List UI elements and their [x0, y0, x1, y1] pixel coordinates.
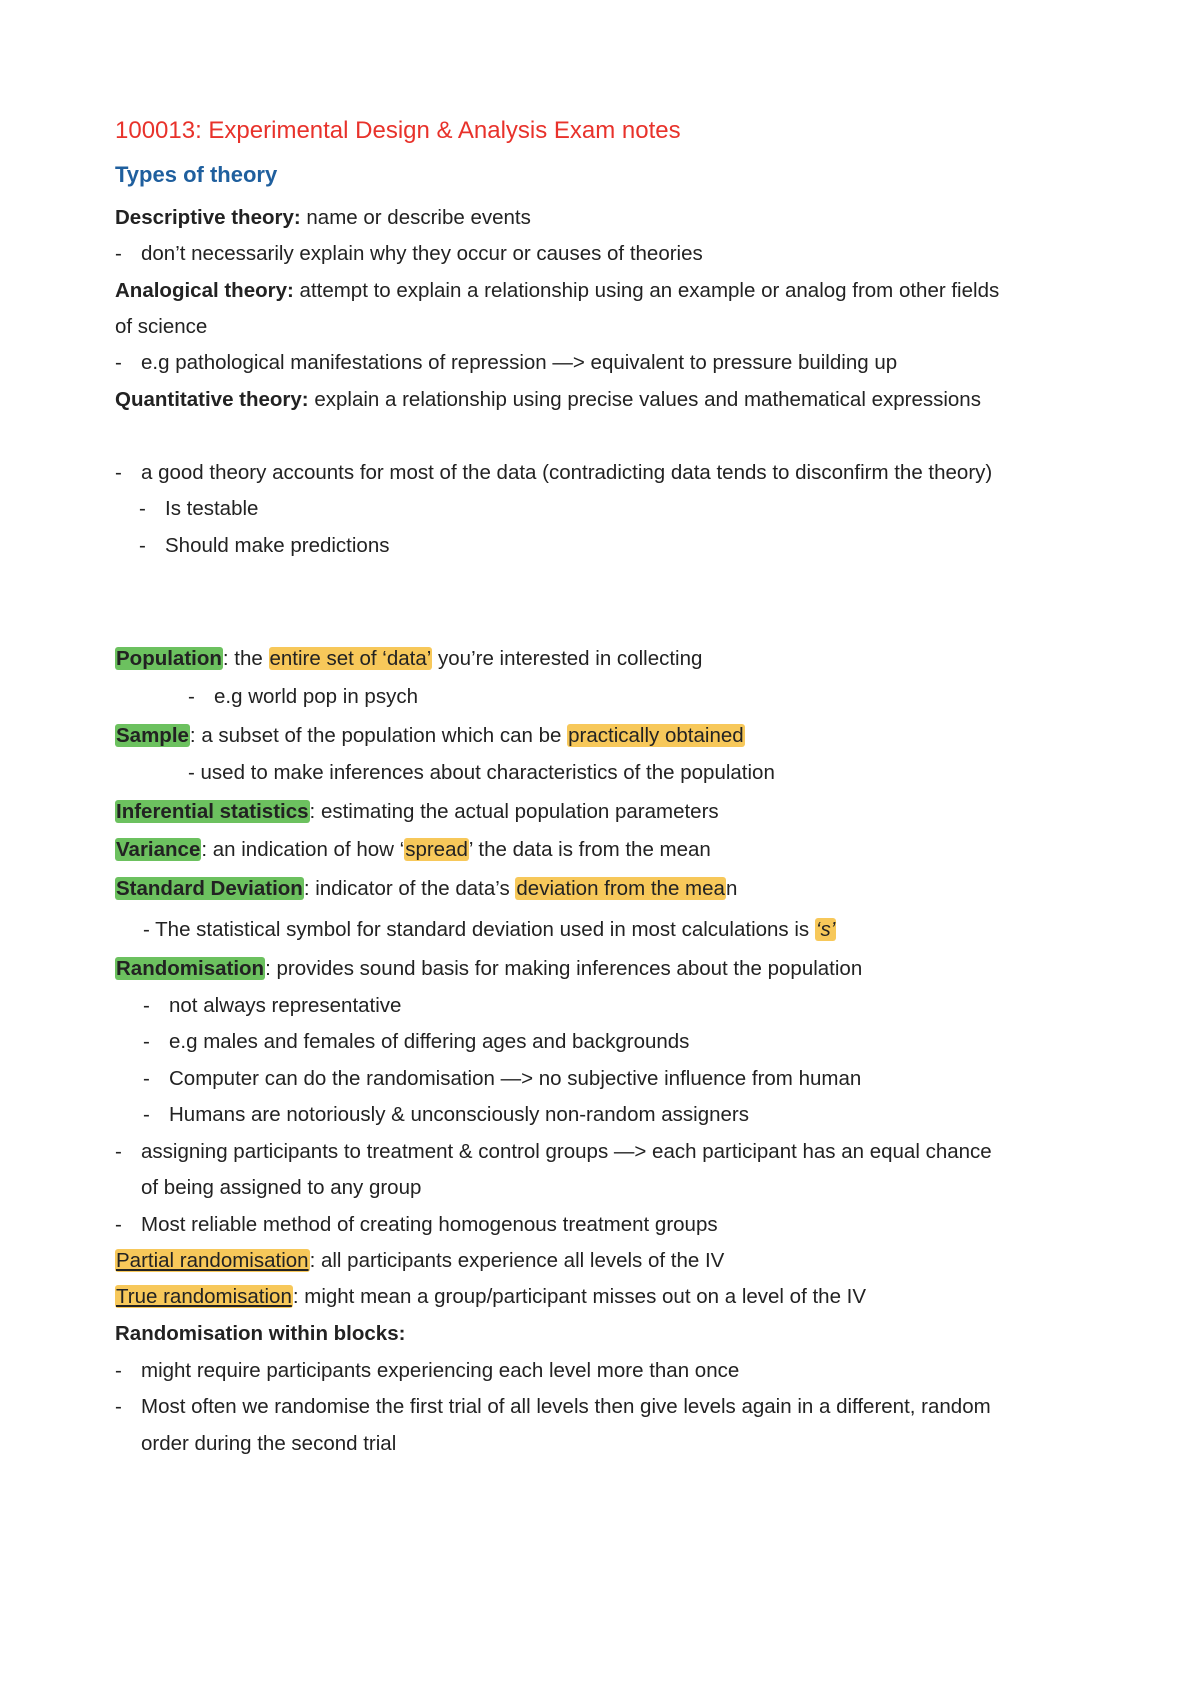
term-highlight: Population: [116, 647, 222, 670]
term: Descriptive theory:: [115, 206, 301, 229]
section-heading: Types of theory: [115, 162, 278, 187]
bullet: -: [115, 242, 122, 265]
text: : the: [222, 647, 269, 670]
text: : indicator of the data’s: [303, 877, 516, 900]
term-highlight: Partial randomisation: [116, 1249, 309, 1272]
text: ’ the data is from the mean: [468, 838, 711, 861]
list-item-text: not always representative: [169, 994, 402, 1017]
text-highlight: practically obtained: [568, 724, 744, 747]
bullet: -: [115, 351, 122, 374]
list-item-text: Computer can do the randomisation —> no subjective influence from human: [169, 1067, 862, 1090]
bullet: -: [143, 1030, 150, 1053]
sub-list-item: [188, 684, 418, 710]
list-item-text: e.g pathological manifestations of repression —> equivalent to pressure building up: [141, 351, 898, 374]
variance-definition: [115, 837, 711, 863]
text: you’re interested in collecting: [432, 647, 703, 670]
bullet: -: [115, 461, 122, 484]
bullet: -: [143, 1103, 150, 1126]
text-highlight: spread: [405, 838, 468, 861]
list-item-text: Most reliable method of creating homogenous treatment groups: [141, 1213, 718, 1236]
definition: attempt to explain a relationship using an example or analog from other fields: [293, 279, 1000, 302]
bullet: -: [188, 685, 195, 708]
text: n: [725, 877, 738, 900]
list-item-text: don’t necessarily explain why they occur or causes of theories: [141, 242, 703, 265]
text-highlight: deviation from the mea: [516, 877, 725, 900]
sub-list-item: [139, 496, 258, 522]
list-item: [115, 1394, 991, 1420]
list-item-text: might require participants experiencing each level more than once: [141, 1359, 740, 1382]
sub-list-item: [143, 993, 401, 1019]
term-highlight: True randomisation: [116, 1285, 292, 1308]
descriptive-theory: [115, 205, 531, 231]
list-item-text: Most often we randomise the first trial of all levels then give levels again in a different, random: [141, 1395, 991, 1418]
stddev-note: [143, 917, 836, 943]
text: - The statistical symbol for standard deviation used in most calculations is: [143, 918, 815, 941]
bullet: -: [115, 1359, 122, 1382]
term-highlight: Inferential statistics: [116, 800, 309, 823]
list-item-text: Humans are notoriously & unconsciously non-random assigners: [169, 1103, 749, 1126]
partial-randomisation: [115, 1248, 724, 1274]
text: : all participants experience all levels of the IV: [309, 1249, 725, 1272]
definition: name or describe events: [300, 206, 531, 229]
analogical-theory-cont: of science: [115, 315, 208, 338]
list-item-text: a good theory accounts for most of the data (contradicting data tends to disconfirm the theory): [141, 461, 993, 484]
bullet: -: [115, 1213, 122, 1236]
true-randomisation: [115, 1284, 866, 1310]
text: : an indication of how ‘: [201, 838, 405, 861]
text: : might mean a group/participant misses out on a level of the IV: [292, 1285, 867, 1308]
list-item: [115, 1139, 992, 1165]
bullet: -: [143, 994, 150, 1017]
text: : estimating the actual population parameters: [309, 800, 719, 823]
stddev-definition: [115, 876, 737, 902]
list-item-cont: order during the second trial: [141, 1432, 397, 1455]
analogical-theory: [115, 278, 999, 304]
term: Quantitative theory:: [115, 388, 309, 411]
bullet: -: [115, 1140, 122, 1163]
text: : provides sound basis for making inferences about the population: [265, 957, 863, 980]
bullet: -: [139, 534, 146, 557]
inferential-definition: [115, 799, 719, 825]
page-title: 100013: Experimental Design & Analysis Exam notes: [115, 117, 681, 144]
list-item-text: e.g males and females of differing ages and backgrounds: [169, 1030, 690, 1053]
population-definition: [115, 646, 702, 672]
list-item-text: e.g world pop in psych: [214, 685, 418, 708]
text: : a subset of the population which can be: [189, 724, 568, 747]
list-item-cont: of being assigned to any group: [141, 1176, 422, 1199]
sub-list-item: [143, 1066, 861, 1092]
list-item-text: assigning participants to treatment & control groups —> each participant has an equal chance: [141, 1140, 992, 1163]
list-item: [115, 1358, 739, 1384]
bullet: -: [143, 1067, 150, 1090]
bullet: -: [139, 497, 146, 520]
term-highlight: Sample: [116, 724, 189, 747]
list-item-text: Is testable: [165, 497, 259, 520]
list-item: [115, 350, 897, 376]
list-item: [115, 460, 992, 486]
term: Analogical theory:: [115, 279, 294, 302]
sample-note: - used to make inferences about characteristics of the population: [188, 761, 775, 784]
randomisation-definition: [115, 956, 862, 982]
bullet: -: [115, 1395, 122, 1418]
term-highlight: Variance: [116, 838, 201, 861]
list-item: [115, 1212, 718, 1238]
blocks-heading: Randomisation within blocks:: [115, 1322, 406, 1345]
sub-list-item: [143, 1102, 749, 1128]
sample-definition: [115, 723, 745, 749]
term-highlight: Randomisation: [116, 957, 265, 980]
list-item-text: Should make predictions: [165, 534, 390, 557]
sub-list-item: [143, 1029, 689, 1055]
sub-list-item: [139, 533, 390, 559]
text-highlight: ‘s’: [815, 918, 836, 941]
quantitative-theory: [115, 387, 981, 413]
definition: explain a relationship using precise values and mathematical expressions: [308, 388, 981, 411]
text-highlight: entire set of ‘data’: [269, 647, 432, 670]
term-highlight: Standard Deviation: [116, 877, 303, 900]
list-item: [115, 241, 703, 267]
